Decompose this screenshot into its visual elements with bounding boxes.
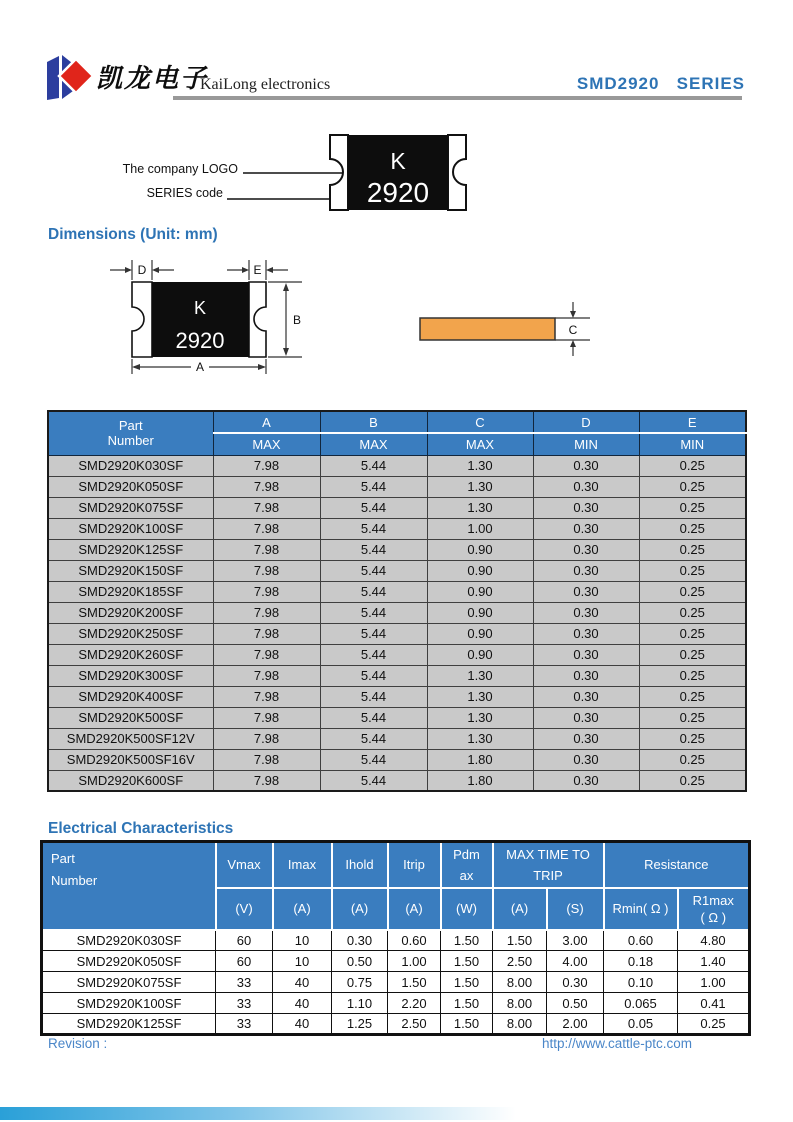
th-unit-w: (W) bbox=[441, 888, 493, 930]
table-cell: 2.20 bbox=[388, 993, 441, 1014]
table-cell: 5.44 bbox=[320, 665, 427, 686]
dimension-figure bbox=[95, 250, 735, 385]
table-row bbox=[48, 644, 746, 665]
table-row bbox=[42, 930, 750, 951]
table-cell: 1.50 bbox=[388, 972, 441, 993]
table-cell: 1.30 bbox=[427, 728, 533, 749]
table-cell: 0.18 bbox=[604, 951, 678, 972]
table-cell: 0.25 bbox=[639, 770, 746, 791]
series-title: SMD2920 SERIES bbox=[576, 74, 745, 93]
table-cell: 1.30 bbox=[427, 686, 533, 707]
table-row bbox=[48, 476, 746, 497]
th-dim-b: B bbox=[320, 411, 427, 433]
table-cell: 5.44 bbox=[320, 581, 427, 602]
table-cell: 1.50 bbox=[441, 930, 493, 951]
table-row bbox=[42, 972, 750, 993]
th-trip-line1: MAX TIME TO bbox=[506, 846, 590, 862]
table-cell: 7.98 bbox=[213, 623, 320, 644]
table-cell: 1.50 bbox=[441, 1014, 493, 1035]
table-cell: 5.44 bbox=[320, 476, 427, 497]
table-cell: 0.25 bbox=[639, 476, 746, 497]
table-cell: 1.50 bbox=[441, 993, 493, 1014]
table-cell: 0.41 bbox=[678, 993, 750, 1014]
dim-label-e: E bbox=[253, 263, 262, 277]
table-cell: 5.44 bbox=[320, 749, 427, 770]
table-row bbox=[48, 497, 746, 518]
th-unit-a2: (A) bbox=[332, 888, 388, 930]
table-cell: 0.25 bbox=[639, 644, 746, 665]
table-cell: 7.98 bbox=[213, 770, 320, 791]
arrowhead bbox=[242, 267, 249, 273]
table-cell: 1.10 bbox=[332, 993, 388, 1014]
arrowhead bbox=[283, 348, 289, 356]
table-cell: 5.44 bbox=[320, 602, 427, 623]
dim-label-c: C bbox=[568, 323, 578, 337]
arrowhead bbox=[258, 364, 266, 370]
th-unit-a3: (A) bbox=[388, 888, 441, 930]
th-part-number bbox=[42, 842, 216, 930]
table-cell: 7.98 bbox=[213, 476, 320, 497]
table-cell: 5.44 bbox=[320, 497, 427, 518]
th-d-min: MIN bbox=[533, 433, 639, 455]
table-cell: SMD2920K600SF bbox=[48, 770, 213, 791]
th-ihold: Ihold bbox=[332, 842, 388, 888]
table-cell: 33 bbox=[216, 993, 273, 1014]
arrowhead bbox=[570, 311, 576, 318]
th-pdmax-line1: Pdm bbox=[453, 846, 480, 862]
table-cell: 1.50 bbox=[441, 951, 493, 972]
dimension-drawing bbox=[95, 250, 735, 385]
company-name-chinese: 凯龙电子 bbox=[96, 64, 209, 93]
table-row bbox=[48, 518, 746, 539]
table-cell: 7.98 bbox=[213, 686, 320, 707]
company-name-english: KaiLong electronics bbox=[200, 76, 331, 93]
th-dim-a: A bbox=[213, 411, 320, 433]
table-cell: 0.065 bbox=[604, 993, 678, 1014]
table-cell: SMD2920K500SF12V bbox=[48, 728, 213, 749]
electrical-table-container bbox=[40, 840, 751, 1036]
table-cell: 33 bbox=[216, 1014, 273, 1035]
table-cell: 0.25 bbox=[639, 686, 746, 707]
table-row bbox=[48, 665, 746, 686]
table-cell: 2.50 bbox=[388, 1014, 441, 1035]
dimensions-heading: Dimensions (Unit: mm) bbox=[48, 226, 218, 243]
table-cell: SMD2920K100SF bbox=[48, 518, 213, 539]
table-cell: 0.30 bbox=[533, 455, 639, 476]
th-trip-line2: TRIP bbox=[533, 867, 563, 883]
th-pdmax-line2: ax bbox=[459, 867, 474, 883]
table-cell: 0.30 bbox=[533, 770, 639, 791]
table-cell: 0.25 bbox=[639, 539, 746, 560]
table-cell: 0.30 bbox=[533, 749, 639, 770]
table-cell: 5.44 bbox=[320, 644, 427, 665]
table-row bbox=[48, 707, 746, 728]
table-cell: 0.90 bbox=[427, 539, 533, 560]
table-row bbox=[42, 993, 750, 1014]
table-cell: 5.44 bbox=[320, 623, 427, 644]
table-cell: 0.60 bbox=[604, 930, 678, 951]
table-cell: 0.75 bbox=[332, 972, 388, 993]
table-cell: 0.25 bbox=[639, 518, 746, 539]
th-a-max: MAX bbox=[213, 433, 320, 455]
table-cell: 0.25 bbox=[639, 560, 746, 581]
front-terminal-left bbox=[132, 282, 152, 357]
table-cell: 1.40 bbox=[678, 951, 750, 972]
table-row bbox=[48, 623, 746, 644]
table-cell: 0.90 bbox=[427, 560, 533, 581]
table-cell: 7.98 bbox=[213, 749, 320, 770]
label-company-logo: The company LOGO bbox=[122, 162, 238, 176]
table-cell: SMD2920K260SF bbox=[48, 644, 213, 665]
table-cell: 5.44 bbox=[320, 560, 427, 581]
th-b-max: MAX bbox=[320, 433, 427, 455]
table-cell: 1.50 bbox=[441, 972, 493, 993]
table-cell: 0.30 bbox=[533, 686, 639, 707]
table-cell: 2.50 bbox=[493, 951, 547, 972]
th-part-line1: Part bbox=[118, 418, 143, 434]
table-cell: 8.00 bbox=[493, 993, 547, 1014]
table-cell: 0.30 bbox=[533, 560, 639, 581]
table-row bbox=[48, 581, 746, 602]
kailong-logo bbox=[47, 54, 93, 100]
table-cell: SMD2920K185SF bbox=[48, 581, 213, 602]
th-part-number bbox=[48, 411, 213, 455]
chip-logo-letter: K bbox=[390, 148, 406, 174]
table-cell: 0.50 bbox=[332, 951, 388, 972]
th-unit-v: (V) bbox=[216, 888, 273, 930]
table-cell: 8.00 bbox=[493, 1014, 547, 1035]
th-e-min: MIN bbox=[639, 433, 746, 455]
table-row bbox=[48, 539, 746, 560]
table-cell: 7.98 bbox=[213, 707, 320, 728]
table-cell: 60 bbox=[216, 951, 273, 972]
table-cell: 7.98 bbox=[213, 518, 320, 539]
th-unit-trip-s: (S) bbox=[547, 888, 604, 930]
table-cell: 1.50 bbox=[493, 930, 547, 951]
table-cell: 0.30 bbox=[547, 972, 604, 993]
th-dim-c: C bbox=[427, 411, 533, 433]
table-cell: 0.30 bbox=[533, 623, 639, 644]
table-cell: SMD2920K075SF bbox=[42, 972, 216, 993]
dim-label-a: A bbox=[195, 360, 205, 374]
table-cell: 0.25 bbox=[678, 1014, 750, 1035]
th-r1max-line2: ( Ω ) bbox=[700, 909, 727, 925]
table-cell: 5.44 bbox=[320, 518, 427, 539]
th-imax: Imax bbox=[273, 842, 332, 888]
table-cell: SMD2920K050SF bbox=[48, 476, 213, 497]
logo-bar bbox=[47, 56, 59, 100]
table-cell: 7.98 bbox=[213, 728, 320, 749]
side-view-bar bbox=[420, 318, 555, 340]
table-cell: 0.30 bbox=[533, 707, 639, 728]
table-cell: 1.00 bbox=[678, 972, 750, 993]
table-cell: 5.44 bbox=[320, 728, 427, 749]
dim-label-b: B bbox=[292, 313, 302, 327]
table-cell: 1.80 bbox=[427, 770, 533, 791]
arrowhead bbox=[125, 267, 132, 273]
arrowhead bbox=[152, 267, 159, 273]
dimensions-table-container bbox=[47, 410, 747, 792]
label-series-code: SERIES code bbox=[146, 186, 223, 200]
table-cell: 0.30 bbox=[332, 930, 388, 951]
th-pdmax bbox=[441, 842, 493, 888]
table-cell: SMD2920K500SF16V bbox=[48, 749, 213, 770]
table-cell: 0.25 bbox=[639, 623, 746, 644]
table-cell: 4.00 bbox=[547, 951, 604, 972]
th-part-line1: Part bbox=[51, 851, 75, 866]
table-cell: 7.98 bbox=[213, 644, 320, 665]
table-cell: 10 bbox=[273, 951, 332, 972]
table-cell: 33 bbox=[216, 972, 273, 993]
table-cell: 0.10 bbox=[604, 972, 678, 993]
table-cell: 4.80 bbox=[678, 930, 750, 951]
table-cell: 7.98 bbox=[213, 455, 320, 476]
electrical-table bbox=[40, 840, 751, 1036]
chip-terminal-right bbox=[448, 135, 466, 210]
table-cell: 7.98 bbox=[213, 539, 320, 560]
table-cell: 0.30 bbox=[533, 728, 639, 749]
website-link[interactable]: http://www.cattle-ptc.com bbox=[542, 1036, 693, 1051]
th-r1max-line1: R1max bbox=[692, 892, 734, 908]
front-chip-code: 2920 bbox=[175, 328, 225, 353]
dimensions-table-body bbox=[48, 455, 746, 791]
table-cell: 1.30 bbox=[427, 455, 533, 476]
table-cell: SMD2920K400SF bbox=[48, 686, 213, 707]
table-cell: 1.30 bbox=[427, 665, 533, 686]
table-cell: 0.30 bbox=[533, 665, 639, 686]
th-dim-d: D bbox=[533, 411, 639, 433]
table-cell: 0.30 bbox=[533, 602, 639, 623]
table-cell: 7.98 bbox=[213, 665, 320, 686]
table-row bbox=[48, 749, 746, 770]
front-chip-letter: K bbox=[193, 298, 207, 318]
chip-series-code: 2920 bbox=[366, 177, 430, 208]
table-cell: SMD2920K100SF bbox=[42, 993, 216, 1014]
th-c-max: MAX bbox=[427, 433, 533, 455]
table-cell: 1.00 bbox=[388, 951, 441, 972]
table-row bbox=[48, 560, 746, 581]
th-unit-a1: (A) bbox=[273, 888, 332, 930]
front-terminal-right bbox=[249, 282, 266, 357]
arrowhead bbox=[283, 283, 289, 291]
table-cell: 1.30 bbox=[427, 497, 533, 518]
table-cell: SMD2920K250SF bbox=[48, 623, 213, 644]
table-cell: SMD2920K030SF bbox=[48, 455, 213, 476]
table-cell: 0.25 bbox=[639, 581, 746, 602]
table-cell: 0.30 bbox=[533, 539, 639, 560]
th-r1max bbox=[678, 888, 750, 930]
table-cell: 0.30 bbox=[533, 518, 639, 539]
table-cell: 7.98 bbox=[213, 581, 320, 602]
table-cell: SMD2920K125SF bbox=[48, 539, 213, 560]
table-cell: 5.44 bbox=[320, 455, 427, 476]
table-cell: 0.90 bbox=[427, 644, 533, 665]
electrical-heading: Electrical Characteristics bbox=[48, 820, 234, 837]
table-cell: SMD2920K030SF bbox=[42, 930, 216, 951]
table-cell: 7.98 bbox=[213, 602, 320, 623]
arrowhead bbox=[570, 340, 576, 347]
table-cell: 5.44 bbox=[320, 770, 427, 791]
table-cell: 5.44 bbox=[320, 707, 427, 728]
th-max-time-to-trip bbox=[493, 842, 604, 888]
table-row bbox=[48, 770, 746, 791]
table-cell: 1.80 bbox=[427, 749, 533, 770]
table-cell: 0.90 bbox=[427, 581, 533, 602]
table-cell: 1.00 bbox=[427, 518, 533, 539]
table-cell: 2.00 bbox=[547, 1014, 604, 1035]
th-part-line2: Number bbox=[51, 873, 98, 888]
table-cell: 40 bbox=[273, 972, 332, 993]
table-cell: SMD2920K200SF bbox=[48, 602, 213, 623]
bottom-decoration-bar bbox=[0, 1107, 516, 1120]
table-row bbox=[48, 686, 746, 707]
table-cell: 10 bbox=[273, 930, 332, 951]
table-row bbox=[48, 602, 746, 623]
table-cell: 5.44 bbox=[320, 539, 427, 560]
header-divider bbox=[173, 96, 742, 100]
th-itrip: Itrip bbox=[388, 842, 441, 888]
table-cell: 0.25 bbox=[639, 602, 746, 623]
table-cell: 0.50 bbox=[547, 993, 604, 1014]
table-cell: SMD2920K125SF bbox=[42, 1014, 216, 1035]
table-cell: 1.30 bbox=[427, 707, 533, 728]
arrowhead bbox=[266, 267, 273, 273]
table-cell: 40 bbox=[273, 1014, 332, 1035]
table-cell: SMD2920K075SF bbox=[48, 497, 213, 518]
th-unit-trip-a: (A) bbox=[493, 888, 547, 930]
th-resistance: Resistance bbox=[604, 842, 750, 888]
th-dim-e: E bbox=[639, 411, 746, 433]
table-cell: 0.30 bbox=[533, 644, 639, 665]
table-cell: 0.30 bbox=[533, 581, 639, 602]
dimensions-table bbox=[47, 410, 747, 792]
table-cell: 8.00 bbox=[493, 972, 547, 993]
electrical-table-body bbox=[42, 930, 750, 1035]
table-row bbox=[42, 951, 750, 972]
table-cell: 1.25 bbox=[332, 1014, 388, 1035]
table-cell: SMD2920K300SF bbox=[48, 665, 213, 686]
table-cell: 0.30 bbox=[533, 497, 639, 518]
table-cell: 1.30 bbox=[427, 476, 533, 497]
table-cell: 0.25 bbox=[639, 497, 746, 518]
table-cell: 7.98 bbox=[213, 560, 320, 581]
table-row bbox=[48, 455, 746, 476]
table-cell: 0.30 bbox=[533, 476, 639, 497]
table-cell: 0.25 bbox=[639, 665, 746, 686]
table-cell: 0.25 bbox=[639, 749, 746, 770]
table-cell: 0.25 bbox=[639, 728, 746, 749]
table-cell: 0.05 bbox=[604, 1014, 678, 1035]
table-cell: SMD2920K050SF bbox=[42, 951, 216, 972]
th-rmin: Rmin( Ω ) bbox=[604, 888, 678, 930]
table-cell: 0.60 bbox=[388, 930, 441, 951]
table-row bbox=[48, 728, 746, 749]
product-figure bbox=[0, 125, 793, 235]
table-cell: 60 bbox=[216, 930, 273, 951]
dim-label-d: D bbox=[137, 263, 147, 277]
th-vmax: Vmax bbox=[216, 842, 273, 888]
table-cell: 0.25 bbox=[639, 707, 746, 728]
table-cell: 0.90 bbox=[427, 602, 533, 623]
table-cell: 0.25 bbox=[639, 455, 746, 476]
arrowhead bbox=[132, 364, 140, 370]
table-cell: 5.44 bbox=[320, 686, 427, 707]
table-cell: 7.98 bbox=[213, 497, 320, 518]
revision-label: Revision : bbox=[48, 1036, 108, 1051]
table-cell: 3.00 bbox=[547, 930, 604, 951]
table-cell: SMD2920K150SF bbox=[48, 560, 213, 581]
table-cell: 0.90 bbox=[427, 623, 533, 644]
th-part-line2: Number bbox=[107, 433, 154, 449]
table-row bbox=[42, 1014, 750, 1035]
table-cell: SMD2920K500SF bbox=[48, 707, 213, 728]
product-chip-drawing bbox=[0, 125, 793, 235]
table-cell: 40 bbox=[273, 993, 332, 1014]
